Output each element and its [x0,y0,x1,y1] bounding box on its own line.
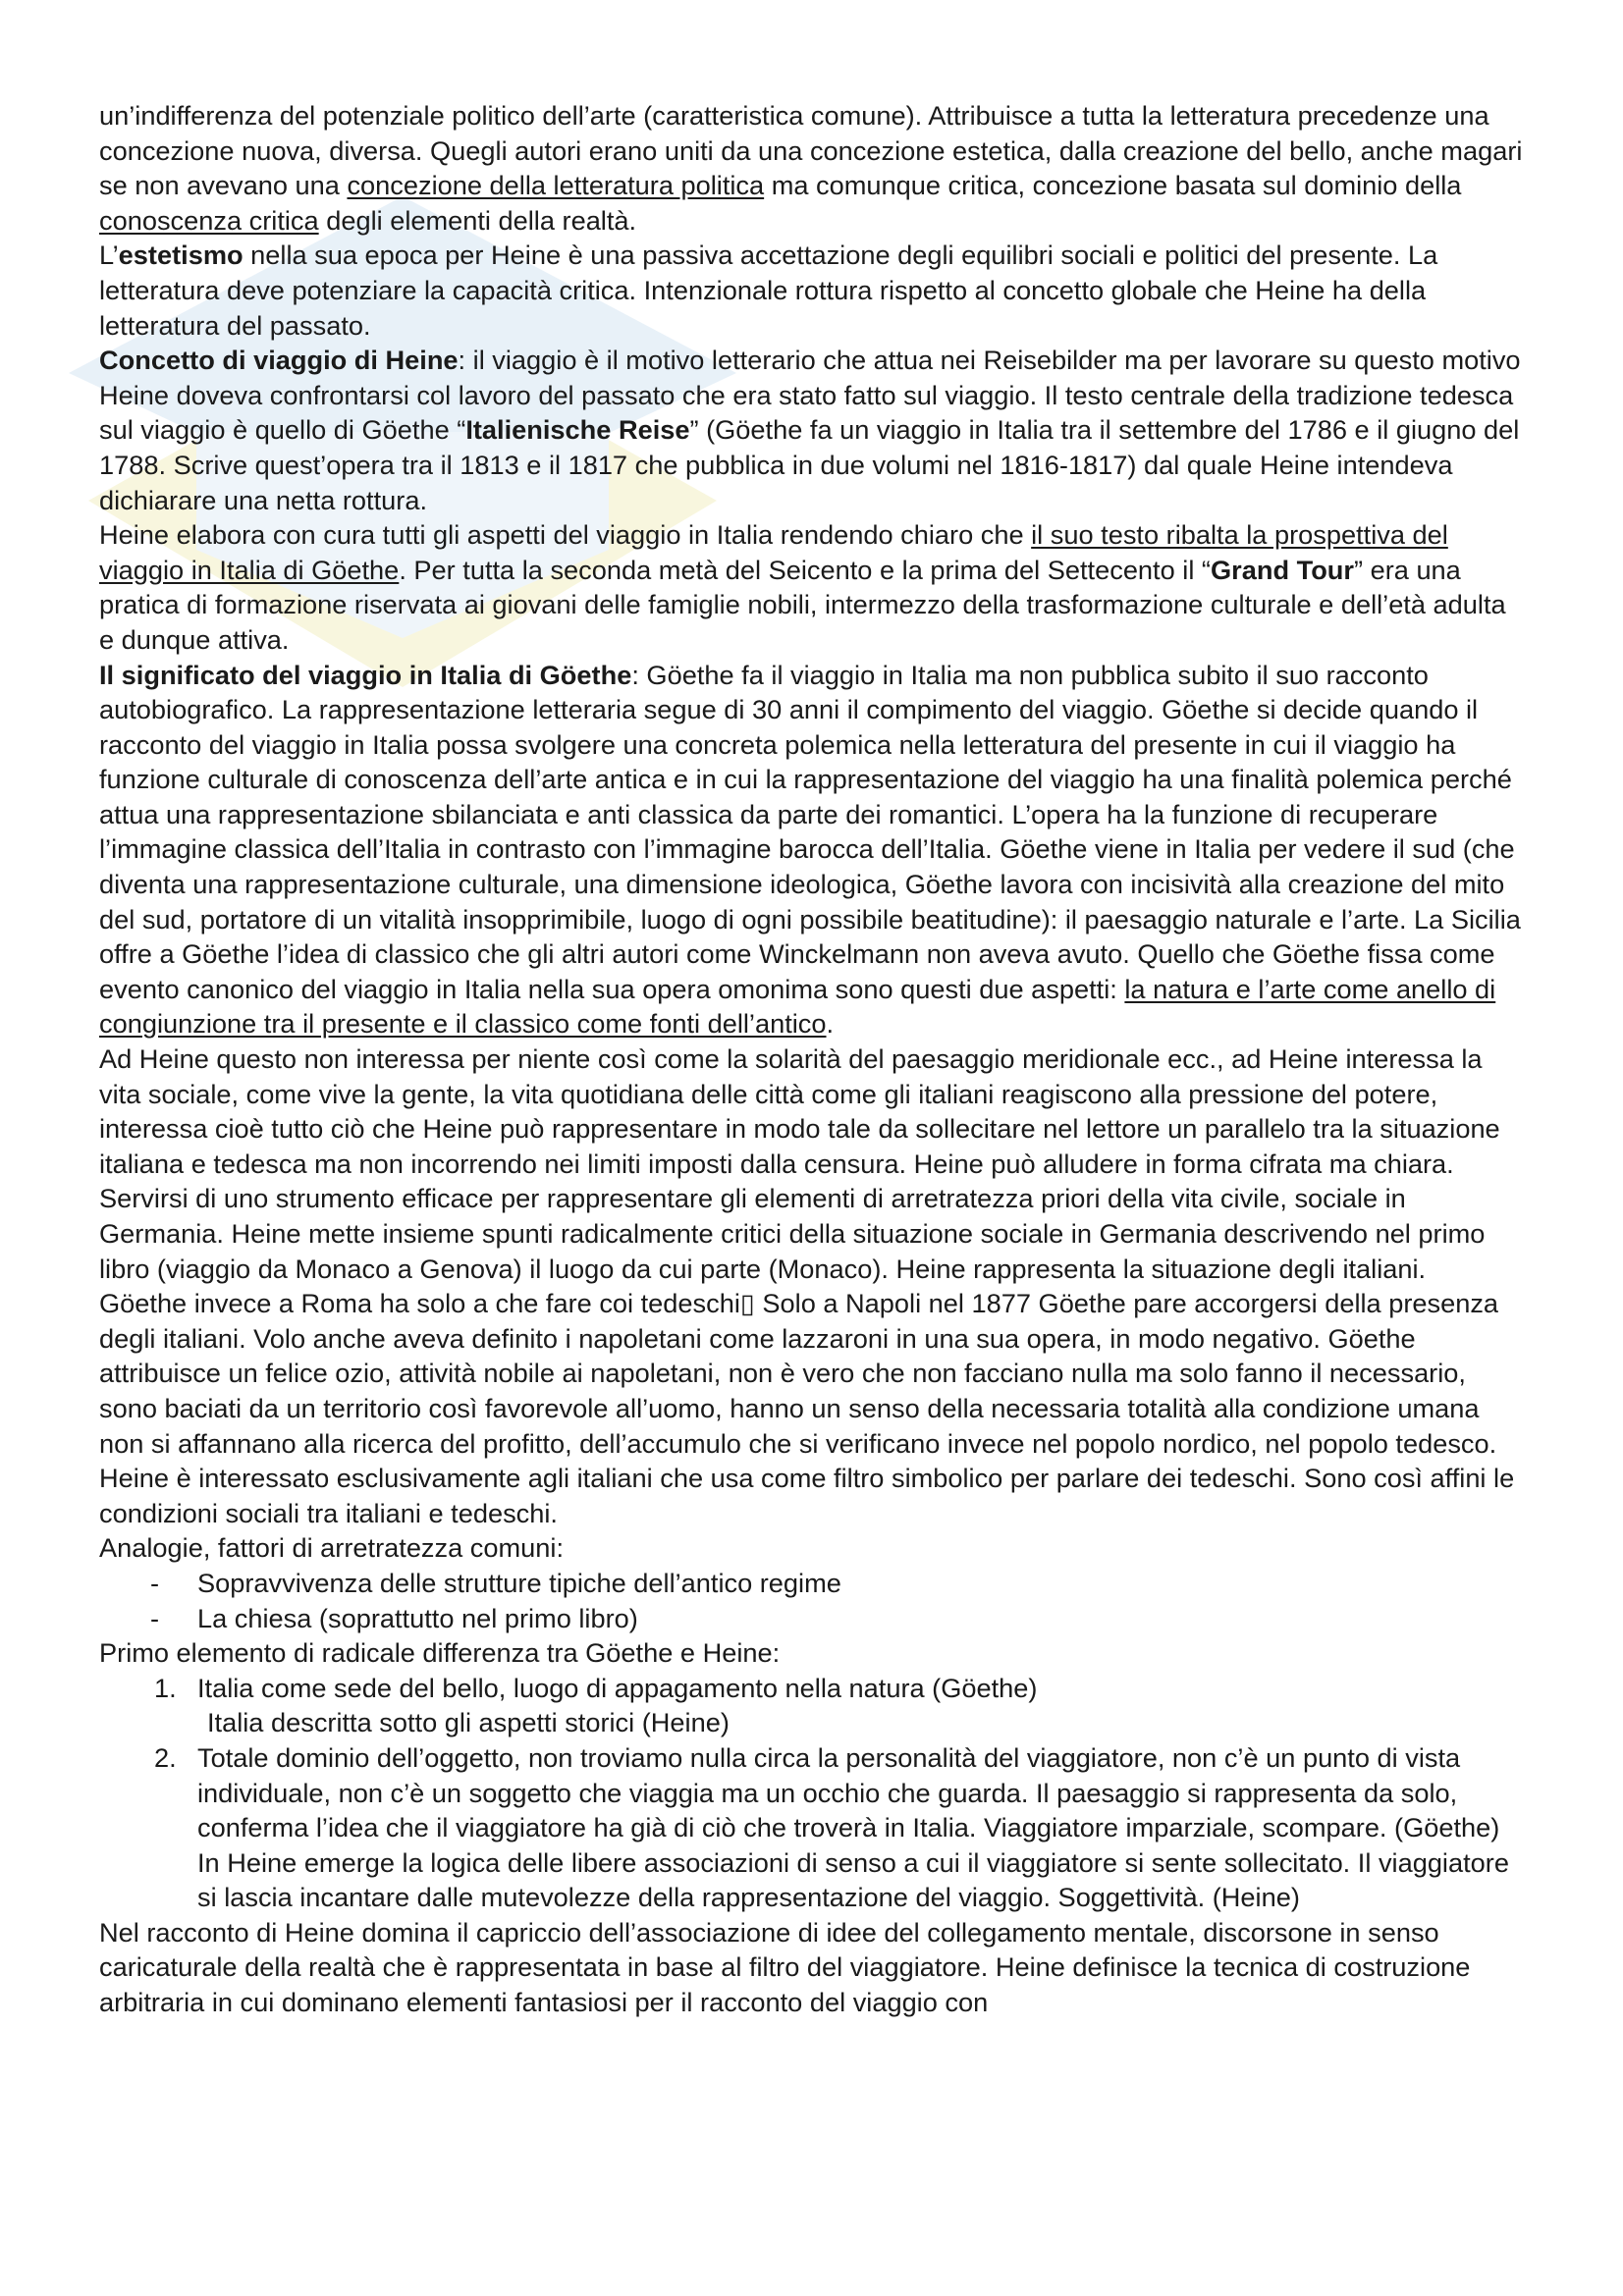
underlined-text: la natura e l’arte come anello di congiunzione tra il presente e il classico come fonti dell’antico [99,973,1496,1040]
underlined-text: concezione della letteratura politica [347,170,765,201]
bold-title: Italienische Reise [465,414,690,446]
list-item-line: Italia come sede del bello, luogo di appagamento nella natura (Göethe) [197,1672,1038,1703]
list-marker: 2. [154,1741,177,1773]
numbered-list [99,1671,1523,1915]
list-item-line: In Heine emerge la logica delle libere associazioni di senso a cui il viaggiatore si sente sollecitato. Il viaggiatore si lascia incantare dalle mutevolezze della rappresentazione del viaggio. Soggettività. (Heine) [197,1846,1509,1913]
list-marker: 1. [154,1672,177,1703]
list-item [99,1740,1523,1915]
paragraph-6: Ad Heine questo non interessa per niente così come la solarità del paesaggio meridionale ecc., ad Heine interessa la vita sociale, come vive la gente, la vita quotidiana delle città come gli italiani reagiscono alla pressione del potere, interessa cioè tutto ciò che Heine può rappresentare in modo tale da sollecitare nel lettore un parallelo tra la situazione italiana e tedesca ma non incorrendo nei limiti imposti dalla censura. Heine può alludere in forma cifrata ma chiara. Servirsi di uno strumento efficace per rappresentare gli elementi di arretratezza priori della vita civile, sociale in Germania. Heine mette insieme spunti radicalmente critici della situazione sociale in Germania descrivendo nel primo libro (viaggio da Monaco a Genova) il luogo da cui parte (Monaco). Heine rappresenta la situazione degli italiani. [99,1043,1500,1284]
paragraph-3: Concetto di viaggio di Heine: il viaggio è il motivo letterario che attua nei Reisebilder ma per lavorare su questo motivo Heine doveva confrontarsi col lavoro del passato che era stato fatto sul viaggio. Il testo centrale della tradizione tedesca sul viaggio è quello di Göethe “Italienische Reise” (Göethe fa un viaggio in Italia tra il settembre del 1786 e il giugno del 1788. Scrive quest’opera tra il 1813 e il 1817 che pubblica in due volumi nel 1816-1817) dal quale Heine intendeva dichiarare una netta rottura. [99,345,1521,515]
list-item-line: Italia descritta sotto gli aspetti storici (Heine) [207,1707,730,1738]
underlined-text: il suo testo ribalta la prospettiva del viaggio in Italia di Göethe [99,519,1448,585]
list-item-line: Totale dominio dell’oggetto, non troviamo nulla circa la personalità del viaggiatore, non c’è un punto di vista individuale, non c’è un soggetto che viaggia ma un occhio che guarda. Il paesaggio si rappresenta da solo, conferma l’idea che il viaggiatore ha già di ciò che troverà in Italia. Viaggiatore imparziale, scompare. (Göethe) [197,1741,1500,1843]
list-item: - La chiesa (soprattutto nel primo libro) [99,1601,1523,1636]
paragraph-2: L’estetismo nella sua epoca per Heine è una passiva accettazione degli equilibri sociali e politici del presente. La letteratura deve potenziare la capacità critica. Intenzionale rottura rispetto al concetto globale che Heine ha della letteratura del passato. [99,240,1438,341]
bold-term: Grand Tour [1210,554,1354,585]
section-heading: Concetto di viaggio di Heine [99,345,459,376]
paragraph-8: Analogie, fattori di arretratezza comuni: [99,1532,564,1564]
dash-list [99,1566,1523,1635]
bold-term: estetismo [118,240,243,271]
underlined-text: conoscenza critica [99,204,319,236]
paragraph-5: Il significato del viaggio in Italia di Göethe: Göethe fa il viaggio in Italia ma non pubblica subito il suo racconto autobiografico. La rappresentazione letteraria segue di 30 anni il compimento del viaggio. Göethe si decide quando il racconto del viaggio in Italia possa svolgere una concreta polemica nella letteratura del presente in cui il viaggio ha funzione culturale di conoscenza dell’arte antica e in cui la rappresentazione del viaggio ha una finalità polemica perché attua una rappresentazione sbilanciata e anti classica da parte dei romantici. L’opera ha la funzione di recuperare l’immagine classica dell’Italia in contrasto con l’immagine barocca dell’Italia. Göethe viene in Italia per vedere il sud (che diventa una rappresentazione culturale, una dimensione ideologica, Göethe lavora con incisività alla creazione del mito del sud, portatore di un vitalità insopprimibile, luogo di ogni possibile beatitudine): il paesaggio naturale e l’arte. La Sicilia offre a Göethe l’idea di classico che gli altri autori come Winckelmann non aveva avuto. Quello che Göethe fissa come evento canonico del viaggio in Italia nella sua opera omonima sono questi due aspetti: la natura e l’arte come anello di congiunzione tra il presente e il classico come fonti dell’antico. [99,659,1521,1040]
document-page [99,98,1523,2020]
paragraph-1: un’indifferenza del potenziale politico dell’arte (caratteristica comune). Attribuisce a tutta la letteratura precedenze una concezione nuova, diversa. Quegli autori erano uniti da una concezione estetica, dalla creazione del bello, anche magari se non avevano una concezione della letteratura politica ma comunque critica, concezione basata sul dominio della conoscenza critica degli elementi della realtà. [99,100,1523,236]
list-item [99,1671,1523,1740]
paragraph-10: Nel racconto di Heine domina il capriccio dell’associazione di idee del collegamento mentale, discorsone in senso caricaturale della realtà che è rappresentata in base al filtro del viaggiatore. Heine definisce la tecnica di costruzione arbitraria in cui dominano elementi fantasiosi per il racconto del viaggio con [99,1916,1471,2018]
paragraph-7: Göethe invece a Roma ha solo a che fare coi tedeschi▯ Solo a Napoli nel 1877 Göethe pare accorgersi della presenza degli italiani. Volo anche aveva definito i napoletani come lazzaroni in una sua opera, in modo negativo. Göethe attribuisce un felice ozio, attività nobile ai napoletani, non è vero che non facciano nulla ma solo fanno il necessario, sono baciati da un territorio così favorevole all’uomo, hanno un senso della necessaria totalità alla condizione umana non si affannano alla ricerca del profitto, dell’accumulo che si verificano invece nel popolo nordico, nel popolo tedesco. Heine è interessato esclusivamente agli italiani che usa come filtro simbolico per parlare dei tedeschi. Sono così affini le condizioni sociali tra italiani e tedeschi. [99,1288,1515,1528]
section-heading: Il significato del viaggio in Italia di Göethe [99,659,632,690]
list-item: - Sopravvivenza delle strutture tipiche dell’antico regime [99,1566,1523,1601]
paragraph-9: Primo elemento di radicale differenza tra Göethe e Heine: [99,1637,781,1669]
paragraph-4: Heine elabora con cura tutti gli aspetti del viaggio in Italia rendendo chiaro che il suo testo ribalta la prospettiva del viaggio in Italia di Göethe. Per tutta la seconda metà del Seicento e la prima del Settecento il “Grand Tour” era una pratica di formazione riservata ai giovani delle famiglie nobili, intermezzo della trasformazione culturale e dell’età adulta e dunque attiva. [99,519,1506,655]
